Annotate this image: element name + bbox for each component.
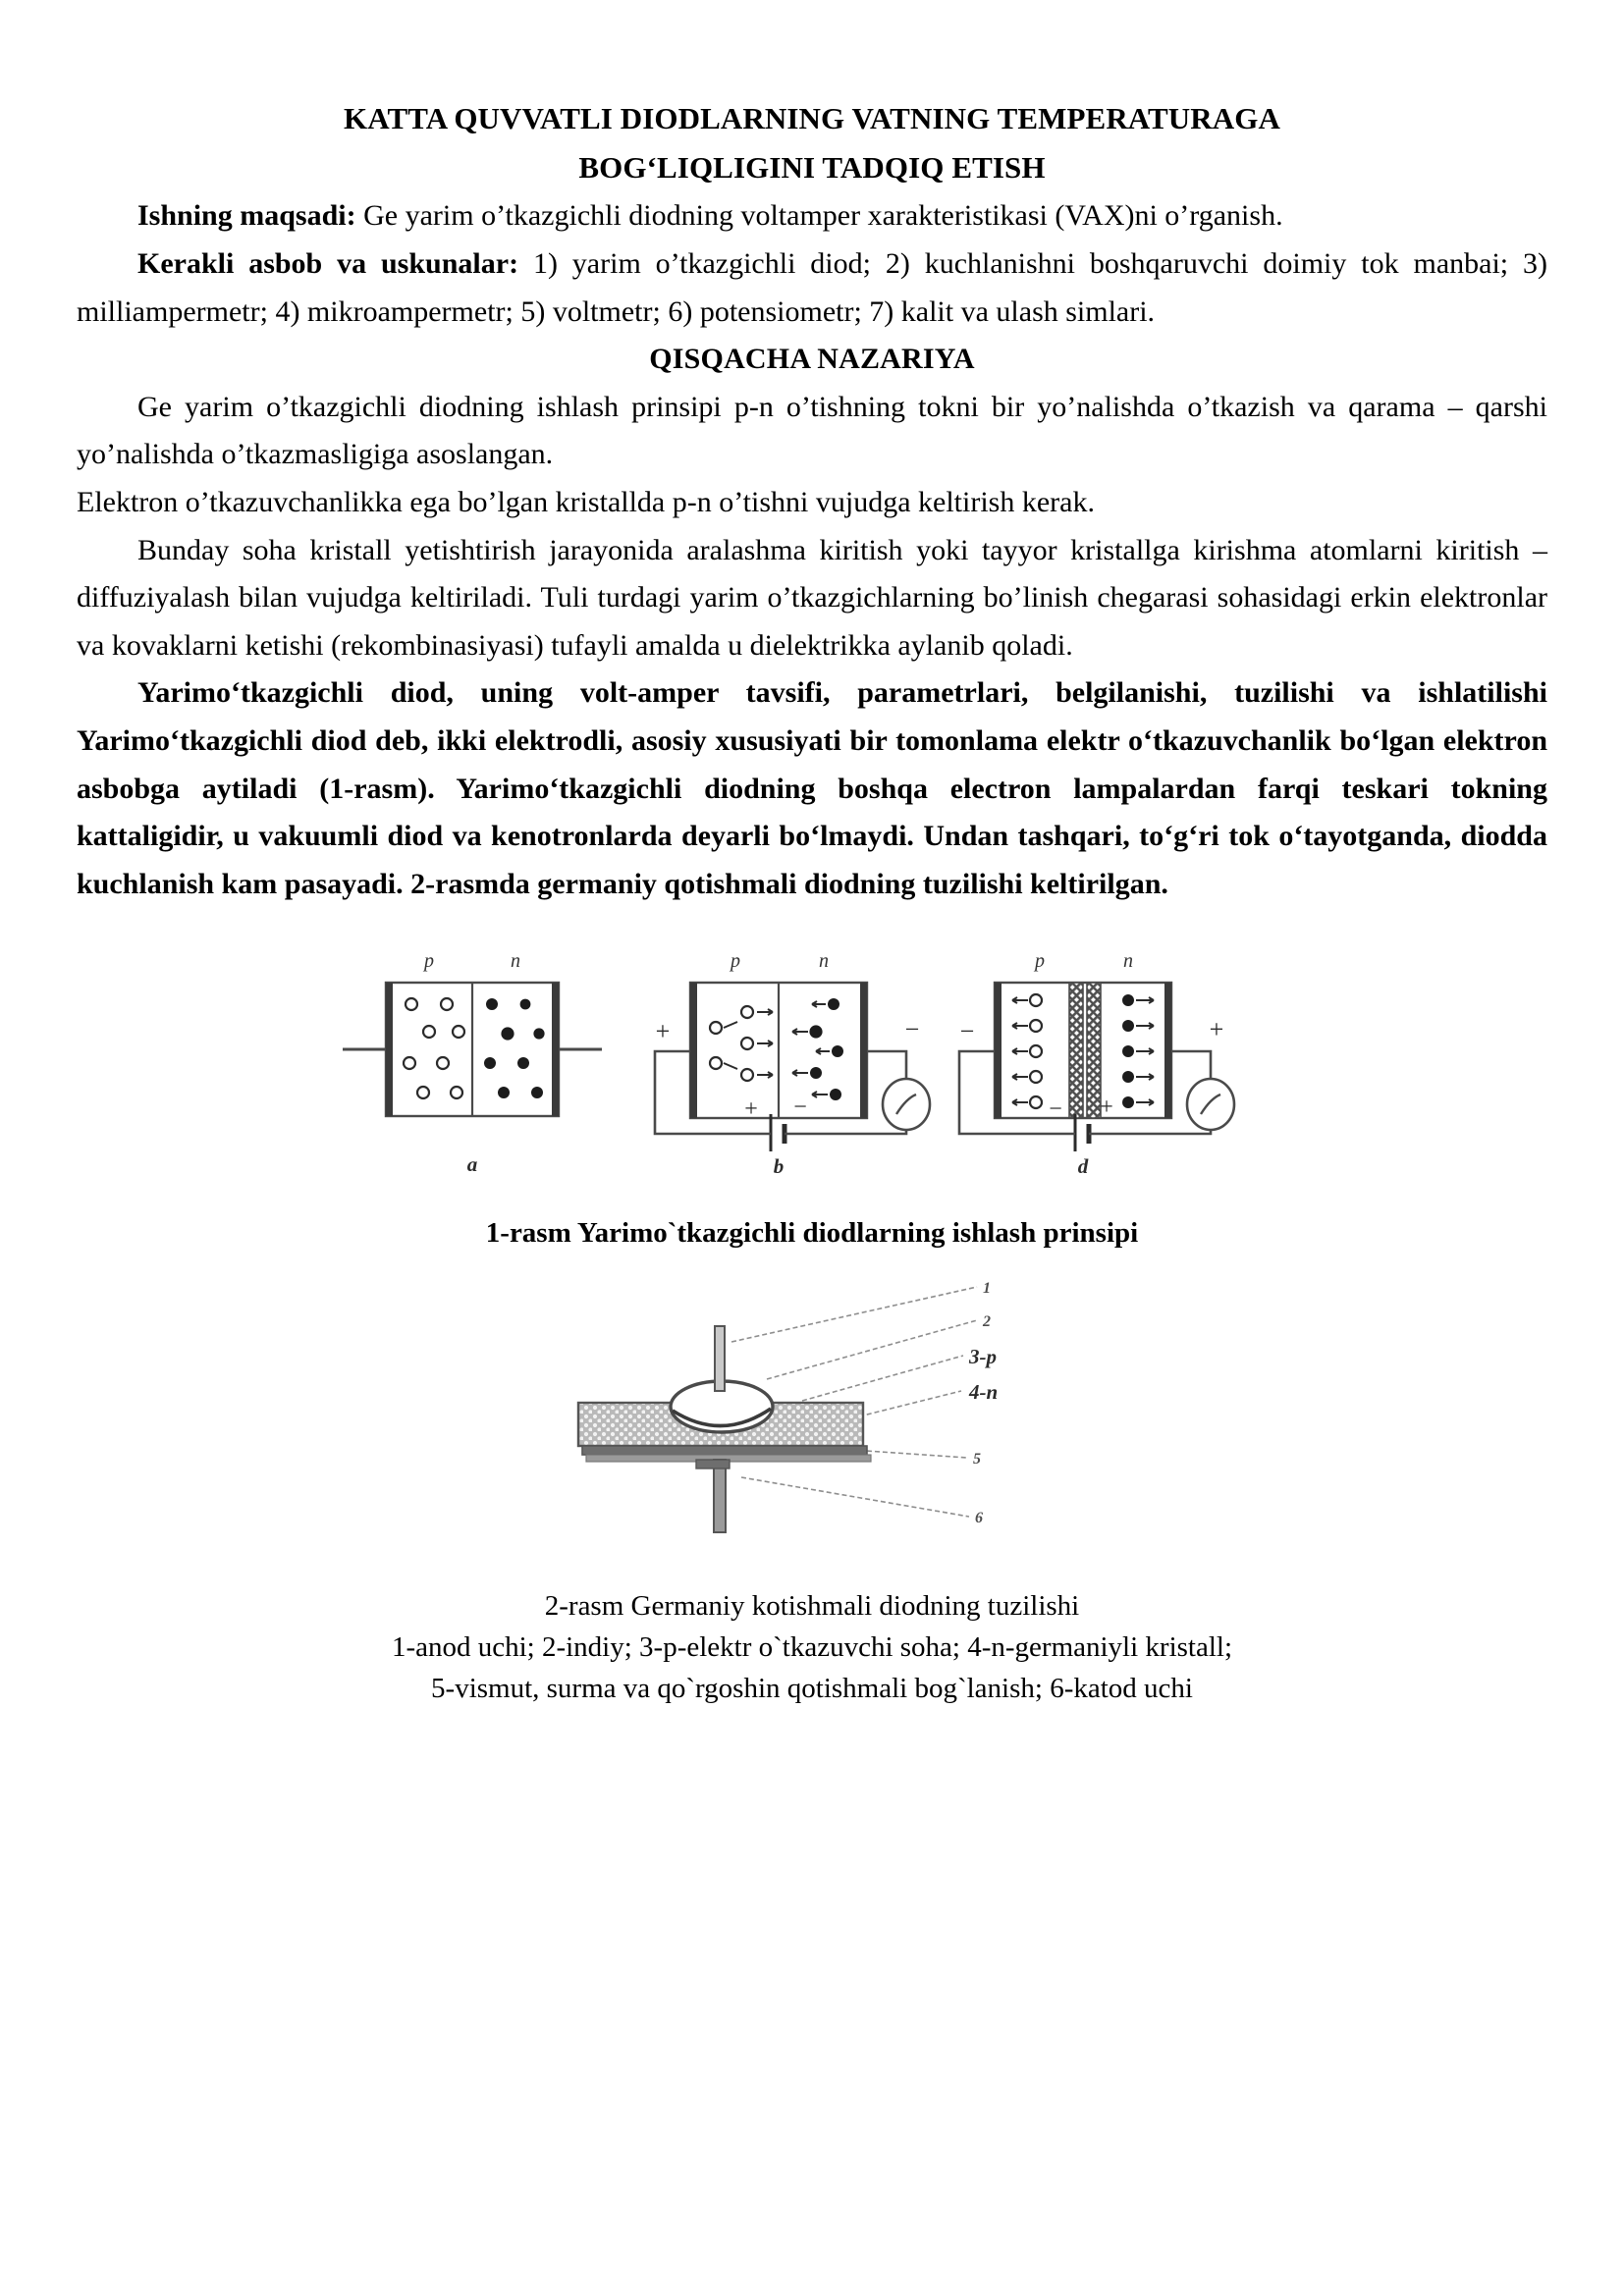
panel-d-group xyxy=(959,950,1234,1178)
figure2-leader-label-1: 1 xyxy=(983,1280,991,1297)
figure-2-caption-line-3: 5-vismut, surma va qo`rgoshin qotishmali bog`lanish; 6-katod uchi xyxy=(431,1672,1193,1704)
germanium-diode-structure-svg xyxy=(557,1281,1067,1566)
svg-text:+: + xyxy=(744,1096,758,1123)
paragraph-theory-4: Yarimo‘tkazgichli diod, uning volt-amper tavsifi, parametrlari, belgilanishi, tuzilishi va ishlatilishi Yarimo‘tkazgichli diod deb, ikki elektrodli, asosiy xususiyati bir tomonlama elektr o‘tkazuvchanlik bo‘lgan elektron asbobga aytiladi (1-rasm). Yarimo‘tkazgichli diodning boshqa electron lampalardan farqi teskari tokning kattaligidir, u vakuumli diod va kenotronlarda deyarli bo‘lmaydi. Undan tashqari, to‘g‘ri tok o‘tayotganda, diodda kuchlanish kam pasayadi. 2-rasmda germaniy qotishmali diodning tuzilishi keltirilgan. xyxy=(77,676,1547,900)
title-line-1: KATTA QUVVATLI DIODLARNING VATNING TEMPERATURAGA xyxy=(344,101,1280,135)
svg-text:p: p xyxy=(1035,950,1045,973)
svg-text:n: n xyxy=(511,950,520,973)
figure-2-image xyxy=(77,1281,1547,1566)
panel-a-sublabel: a xyxy=(466,1152,478,1177)
svg-text:−: − xyxy=(1049,1096,1062,1123)
panel-b-sublabel: b xyxy=(773,1154,785,1179)
ammeter-icon xyxy=(883,1079,930,1130)
paragraph-goal xyxy=(77,192,1547,240)
figure-1-image xyxy=(77,941,1547,1187)
figure2-leader-label-5: 5 xyxy=(973,1450,981,1468)
figure-1-block xyxy=(77,941,1547,1255)
svg-text:p: p xyxy=(424,950,434,973)
pn-junction-diagrams-svg xyxy=(331,941,1293,1187)
goal-lead-label: Ishning maqsadi: xyxy=(137,199,356,233)
page-title xyxy=(77,94,1547,192)
svg-text:+: + xyxy=(1209,1015,1224,1044)
panel-a-group xyxy=(343,950,602,1176)
figure-2-caption-line-1: 2-rasm Germaniy kotishmali diodning tuzilishi xyxy=(544,1589,1080,1622)
svg-text:−: − xyxy=(904,1015,920,1044)
goal-body-text: Ge yarim o’tkazgichli diodning voltamper xarakteristikasi (VAX)ni o’rganish. xyxy=(355,199,1283,233)
svg-text:n: n xyxy=(1123,950,1133,973)
figure2-leader-label-6: 6 xyxy=(975,1509,983,1526)
alloy-bond-layer xyxy=(582,1446,867,1455)
svg-text:−: − xyxy=(959,1017,975,1046)
svg-text:+: + xyxy=(1100,1095,1113,1121)
paragraph-equipment xyxy=(77,240,1547,336)
figure2-leader-label-2: 2 xyxy=(983,1312,991,1330)
section-heading-theory: QISQACHA NAZARIYA xyxy=(649,343,975,376)
svg-text:n: n xyxy=(819,950,829,973)
equipment-body-text: 1) yarim o’tkazgichli diod; 2) kuchlanishni boshqaruvchi doimiy tok manbai; 3) milliampermetr; 4) mikroampermetr; 5) voltmetr; 6) potensiometr; 7) kalit va ulash simlari. xyxy=(77,247,1547,328)
svg-text:p: p xyxy=(731,950,740,973)
depletion-region xyxy=(1069,983,1083,1118)
anode-lead xyxy=(715,1326,725,1391)
title-line-2: BOG‘LIQLIGINI TADQIQ ETISH xyxy=(578,150,1046,186)
paragraph-theory-2: Elektron o’tkazuvchanlikka ega bo’lgan kristallda p-n o’tishni vujudga keltirish kerak. xyxy=(77,486,1095,518)
svg-text:+: + xyxy=(655,1017,671,1046)
figure-2-caption-line-2: 1-anod uchi; 2-indiy; 3-p-elektr o`tkazuvchi soha; 4-n-germaniyli kristall; xyxy=(391,1630,1233,1663)
figure-1-caption: 1-rasm Yarimo`tkazgichli diodlarning ishlash prinsipi xyxy=(485,1217,1139,1250)
ammeter-icon xyxy=(1187,1079,1234,1130)
panel-d-sublabel: d xyxy=(1077,1154,1089,1179)
paragraph-theory-1: Ge yarim o’tkazgichli diodning ishlash prinsipi p-n o’tishning tokni bir yo’nalishda o’tkazish va qarama – qarshi yo’nalishda o’tkazmasligiga asoslangan. xyxy=(77,390,1547,471)
cathode-lead xyxy=(714,1460,726,1532)
equipment-lead-label: Kerakli asbob va uskunalar: xyxy=(137,247,519,281)
svg-text:−: − xyxy=(793,1095,807,1121)
panel-b-group xyxy=(655,950,930,1178)
figure-2-block xyxy=(77,1281,1547,1709)
paragraph-theory-3: Bunday soha kristall yetishtirish jarayonida aralashma kiritish yoki tayyor kristallga kirishma atomlarni kiritish – diffuziyalash bilan vujudga keltiriladi. Tuli turdagi yarim o’tkazgichlarning bo’linish chegarasi sohasidagi erkin elektronlar va kovaklarni ketishi (rekombinasiyasi) tufayli amalda u dielektrikka aylanib qoladi. xyxy=(77,533,1547,662)
figure2-leader-label-4: 4-n xyxy=(969,1379,999,1404)
figure2-leader-label-3: 3-p xyxy=(969,1344,997,1368)
